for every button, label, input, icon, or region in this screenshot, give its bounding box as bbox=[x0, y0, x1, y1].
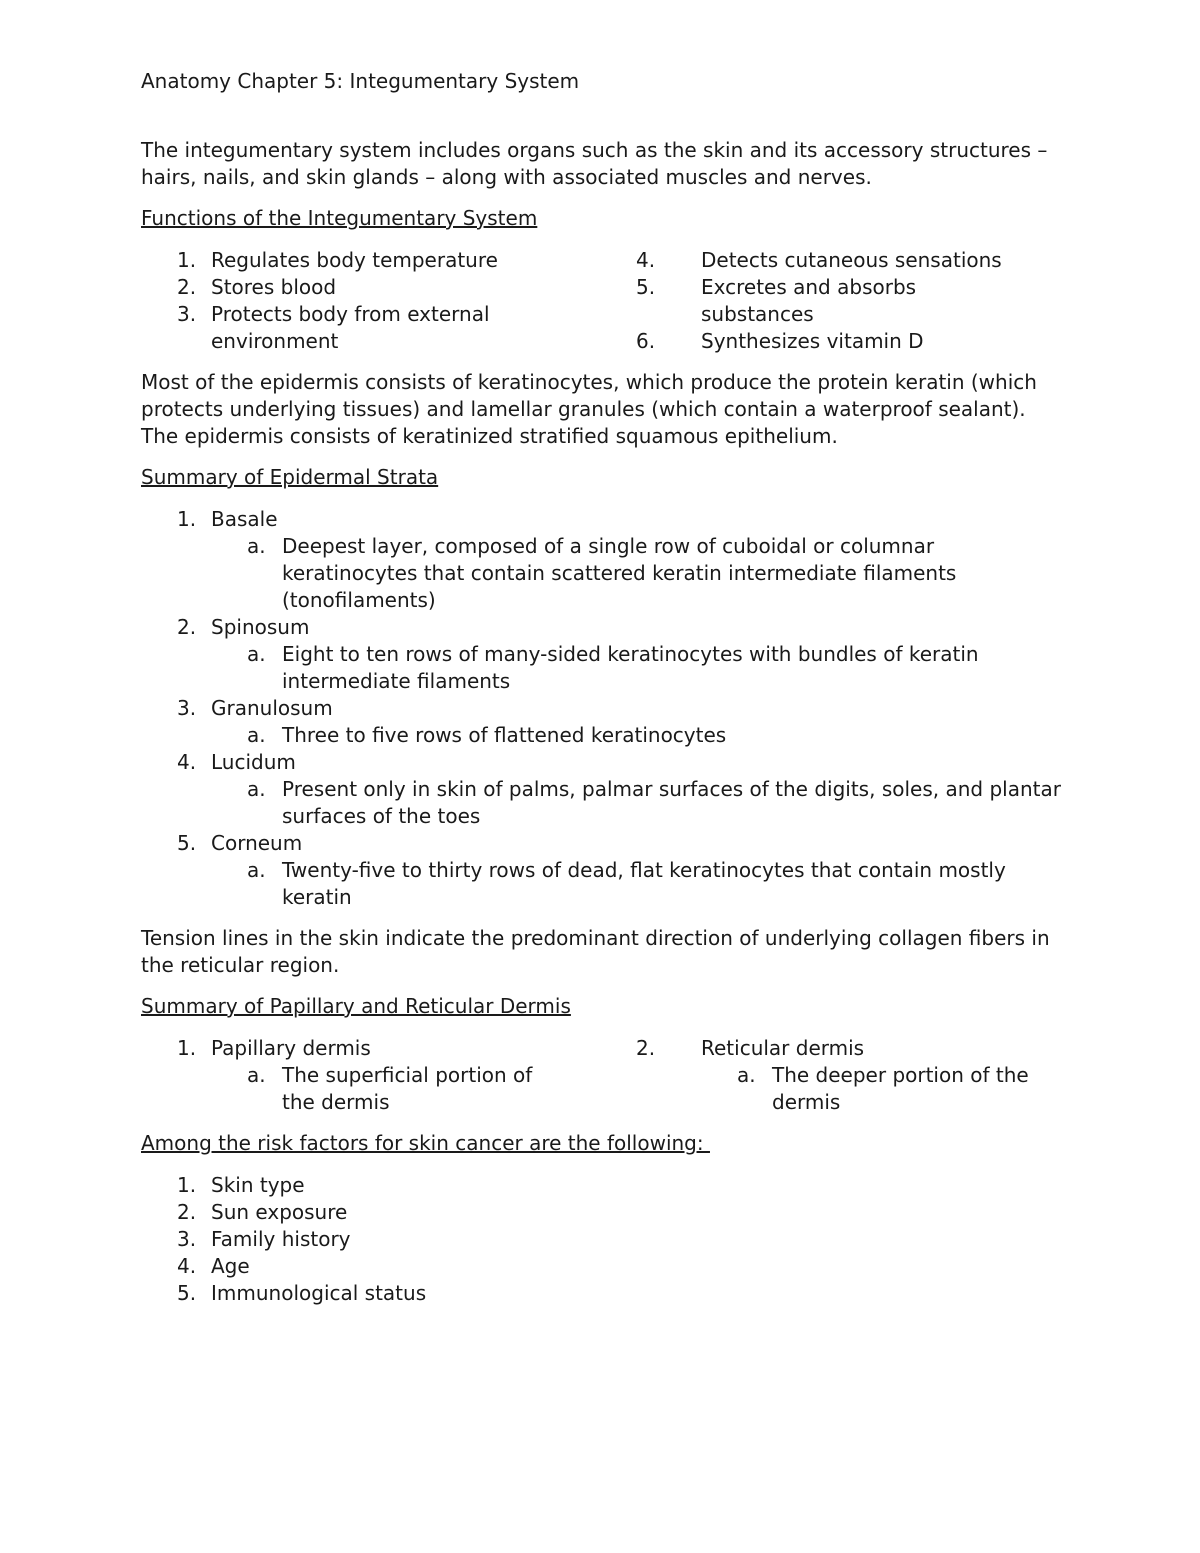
dermis-description: The deeper portion of the dermis bbox=[772, 1063, 1029, 1114]
stratum-description: Eight to ten rows of many-sided keratinocytes with bundles of keratin intermediate filaments bbox=[282, 642, 979, 693]
list-item-text: Sun exposure bbox=[211, 1200, 348, 1224]
list-item bbox=[141, 1280, 1061, 1307]
list-item bbox=[141, 274, 636, 301]
dermis-list-left bbox=[141, 1035, 636, 1116]
list-item-text: Age bbox=[211, 1254, 250, 1278]
list-item-text: Family history bbox=[211, 1227, 351, 1251]
functions-heading: Functions of the Integumentary System bbox=[141, 206, 538, 230]
list-item bbox=[141, 301, 636, 355]
list-number: 1. bbox=[177, 1173, 197, 1197]
list-item bbox=[141, 1035, 636, 1062]
list-number: 4. bbox=[177, 1254, 197, 1278]
risk-list bbox=[141, 1172, 1061, 1307]
sub-list-item bbox=[636, 1062, 1061, 1116]
list-item-text: Immunological status bbox=[211, 1281, 427, 1305]
sub-list-item bbox=[141, 776, 1061, 830]
list-number: 1. bbox=[177, 248, 197, 272]
list-item bbox=[141, 749, 1061, 776]
list-number: 3. bbox=[177, 1227, 197, 1251]
strata-heading: Summary of Epidermal Strata bbox=[141, 465, 439, 489]
stratum-name: Spinosum bbox=[211, 615, 310, 639]
list-item bbox=[141, 695, 1061, 722]
dermis-name: Papillary dermis bbox=[211, 1036, 371, 1060]
risk-heading: Among the risk factors for skin cancer are the following: bbox=[141, 1131, 710, 1155]
list-item bbox=[141, 1253, 1061, 1280]
sub-list-letter: a. bbox=[247, 642, 266, 666]
sub-list-letter: a. bbox=[247, 534, 266, 558]
functions-list-left bbox=[141, 247, 636, 355]
list-item bbox=[141, 1226, 1061, 1253]
list-number: 2. bbox=[636, 1036, 656, 1060]
list-item bbox=[141, 1172, 1061, 1199]
list-item bbox=[636, 328, 1061, 355]
list-number: 2. bbox=[177, 615, 197, 639]
list-item bbox=[636, 1035, 1061, 1062]
dermis-list-right bbox=[636, 1035, 1061, 1116]
strata-list bbox=[141, 506, 1061, 911]
list-item bbox=[141, 247, 636, 274]
functions-list bbox=[141, 247, 1061, 355]
list-item bbox=[141, 506, 1061, 533]
list-item-text: Regulates body temperature bbox=[211, 248, 498, 272]
functions-list-right bbox=[636, 247, 1061, 355]
list-number: 4. bbox=[636, 248, 656, 272]
list-item-text: Excretes and absorbs substances bbox=[701, 275, 917, 326]
list-item bbox=[141, 614, 1061, 641]
list-item bbox=[636, 247, 1061, 274]
list-number: 5. bbox=[177, 1281, 197, 1305]
list-item-text: Protects body from external environment bbox=[211, 302, 490, 353]
sub-list-item bbox=[141, 641, 1061, 695]
dermis-description: The superficial portion of the dermis bbox=[282, 1063, 533, 1114]
sub-list-item bbox=[141, 1062, 636, 1116]
sub-list-item bbox=[141, 722, 1061, 749]
sub-list-letter: a. bbox=[247, 777, 266, 801]
list-number: 3. bbox=[177, 302, 197, 326]
list-number: 6. bbox=[636, 329, 656, 353]
dermis-name: Reticular dermis bbox=[701, 1036, 865, 1060]
document-page bbox=[141, 68, 1061, 1321]
list-number: 2. bbox=[177, 1200, 197, 1224]
sub-list-letter: a. bbox=[737, 1063, 756, 1087]
stratum-name: Basale bbox=[211, 507, 278, 531]
epidermis-paragraph: Most of the epidermis consists of keratinocytes, which produce the protein keratin (which protects underlying tissues) and lamellar granules (which contain a waterproof sealant). The epidermis consists of keratinized stratified squamous epithelium. bbox=[141, 370, 1037, 448]
list-number: 3. bbox=[177, 696, 197, 720]
sub-list-letter: a. bbox=[247, 723, 266, 747]
list-number: 5. bbox=[177, 831, 197, 855]
stratum-description: Deepest layer, composed of a single row of cuboidal or columnar keratinocytes that contain scattered keratin intermediate filaments (tonofilaments) bbox=[282, 534, 957, 612]
list-item-text: Synthesizes vitamin D bbox=[701, 329, 924, 353]
list-item-text: Stores blood bbox=[211, 275, 337, 299]
stratum-description: Twenty-five to thirty rows of dead, flat keratinocytes that contain mostly keratin bbox=[282, 858, 1006, 909]
intro-paragraph: The integumentary system includes organs such as the skin and its accessory structures – hairs, nails, and skin glands – along with associated muscles and nerves. bbox=[141, 138, 1048, 189]
stratum-description: Present only in skin of palms, palmar surfaces of the digits, soles, and plantar surfaces of the toes bbox=[282, 777, 1061, 828]
list-number: 5. bbox=[636, 275, 656, 299]
list-item bbox=[636, 274, 1061, 328]
list-item bbox=[141, 1199, 1061, 1226]
sub-list-item bbox=[141, 857, 1061, 911]
stratum-description: Three to five rows of flattened keratinocytes bbox=[282, 723, 727, 747]
dermis-list bbox=[141, 1035, 1061, 1116]
list-number: 2. bbox=[177, 275, 197, 299]
stratum-name: Lucidum bbox=[211, 750, 296, 774]
stratum-name: Corneum bbox=[211, 831, 303, 855]
list-item-text: Skin type bbox=[211, 1173, 305, 1197]
list-item bbox=[141, 830, 1061, 857]
list-number: 1. bbox=[177, 1036, 197, 1060]
sub-list-letter: a. bbox=[247, 858, 266, 882]
list-number: 4. bbox=[177, 750, 197, 774]
list-item-text: Detects cutaneous sensations bbox=[701, 248, 1002, 272]
list-number: 1. bbox=[177, 507, 197, 531]
dermis-heading: Summary of Papillary and Reticular Dermis bbox=[141, 994, 571, 1018]
stratum-name: Granulosum bbox=[211, 696, 333, 720]
page-title: Anatomy Chapter 5: Integumentary System bbox=[141, 69, 580, 93]
sub-list-letter: a. bbox=[247, 1063, 266, 1087]
sub-list-item bbox=[141, 533, 1061, 614]
tension-paragraph: Tension lines in the skin indicate the predominant direction of underlying collagen fibers in the reticular region. bbox=[141, 926, 1050, 977]
